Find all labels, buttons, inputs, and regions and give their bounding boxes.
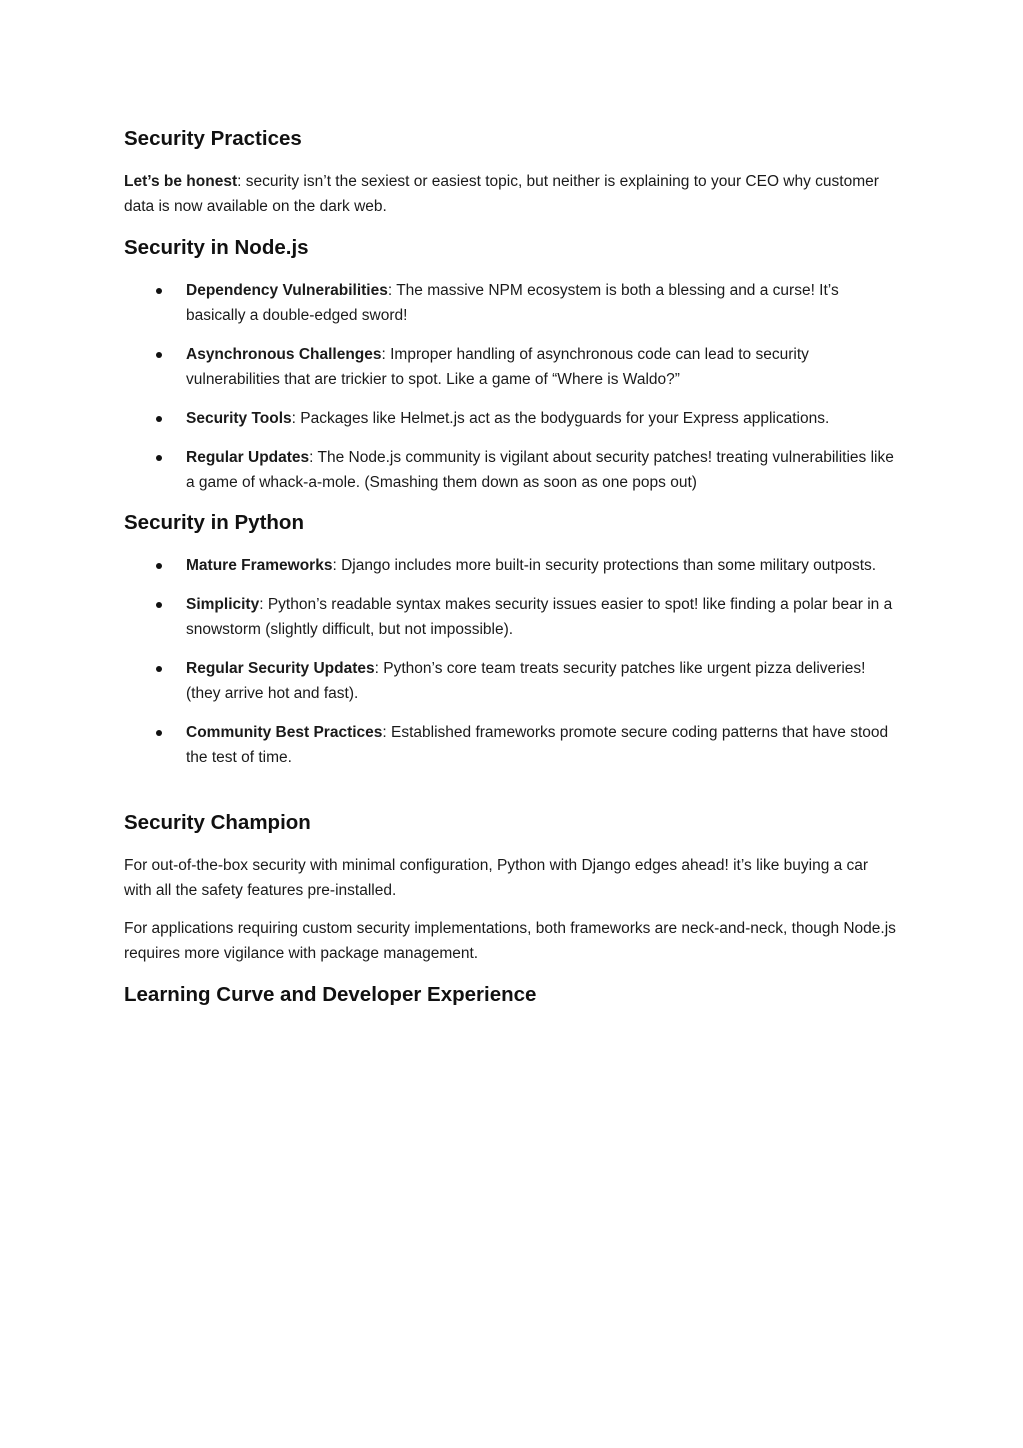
item-term: Regular Security Updates [186,660,375,677]
bullet-icon [156,455,162,461]
list-item [124,592,896,642]
item-term: Security Tools [186,410,292,427]
list-item [124,720,896,770]
list-item [124,406,896,431]
heading-security-nodejs: Security in Node.js [124,236,309,259]
list-item [124,656,896,706]
bullet-icon [156,288,162,294]
nodejs-list [124,278,896,495]
bullet-icon [156,730,162,736]
intro-text: : security isn’t the sexiest or easiest topic, but neither is explaining to your CEO why customer data is now available on the dark web. [124,173,879,215]
bullet-icon [156,666,162,672]
bullet-icon [156,602,162,608]
item-text: : Improper handling of asynchronous code can lead to security vulnerabilities that are trickier to spot. Like a game of “Where is Waldo?” [186,346,809,388]
heading-security-champion: Security Champion [124,811,311,834]
item-text: : The massive NPM ecosystem is both a blessing and a curse! It’s basically a double-edged sword! [186,282,839,324]
item-text: : The Node.js community is vigilant about security patches! treating vulnerabilities like a game of whack-a-mole. (Smashing them down as soon as one pops out) [186,449,894,491]
heading-security-python: Security in Python [124,511,304,534]
champion-paragraph-2: For applications requiring custom security implementations, both frameworks are neck-and-neck, though Node.js requires more vigilance with package management. [124,920,896,962]
python-list [124,553,896,770]
item-text: : Python’s readable syntax makes security issues easier to spot! like finding a polar bear in a snowstorm (slightly difficult, but not impossible). [186,596,893,638]
list-item [124,342,896,392]
heading-learning-curve: Learning Curve and Developer Experience [124,983,537,1006]
bullet-icon [156,563,162,569]
item-term: Mature Frameworks [186,557,333,574]
item-text: : Established frameworks promote secure coding patterns that have stood the test of time. [186,724,889,766]
item-text: : Django includes more built-in security protections than some military outposts. [332,557,877,574]
item-term: Regular Updates [186,449,310,466]
list-item [124,445,896,495]
item-text: : Python’s core team treats security patches like urgent pizza deliveries! (they arrive hot and fast). [186,660,866,702]
bullet-icon [156,416,162,422]
intro-paragraph [124,169,896,219]
heading-security-practices: Security Practices [124,127,302,150]
item-term: Simplicity [186,596,260,613]
item-term: Asynchronous Challenges [186,346,382,363]
item-text: : Packages like Helmet.js act as the bodyguards for your Express applications. [291,410,830,427]
champion-paragraph-1: For out-of-the-box security with minimal configuration, Python with Django edges ahead! it’s like buying a car with all the safety features pre-installed. [124,857,869,899]
intro-bold: Let’s be honest [124,173,238,190]
bullet-icon [156,352,162,358]
list-item [124,553,896,578]
item-term: Dependency Vulnerabilities [186,282,388,299]
item-term: Community Best Practices [186,724,383,741]
list-item [124,278,896,328]
